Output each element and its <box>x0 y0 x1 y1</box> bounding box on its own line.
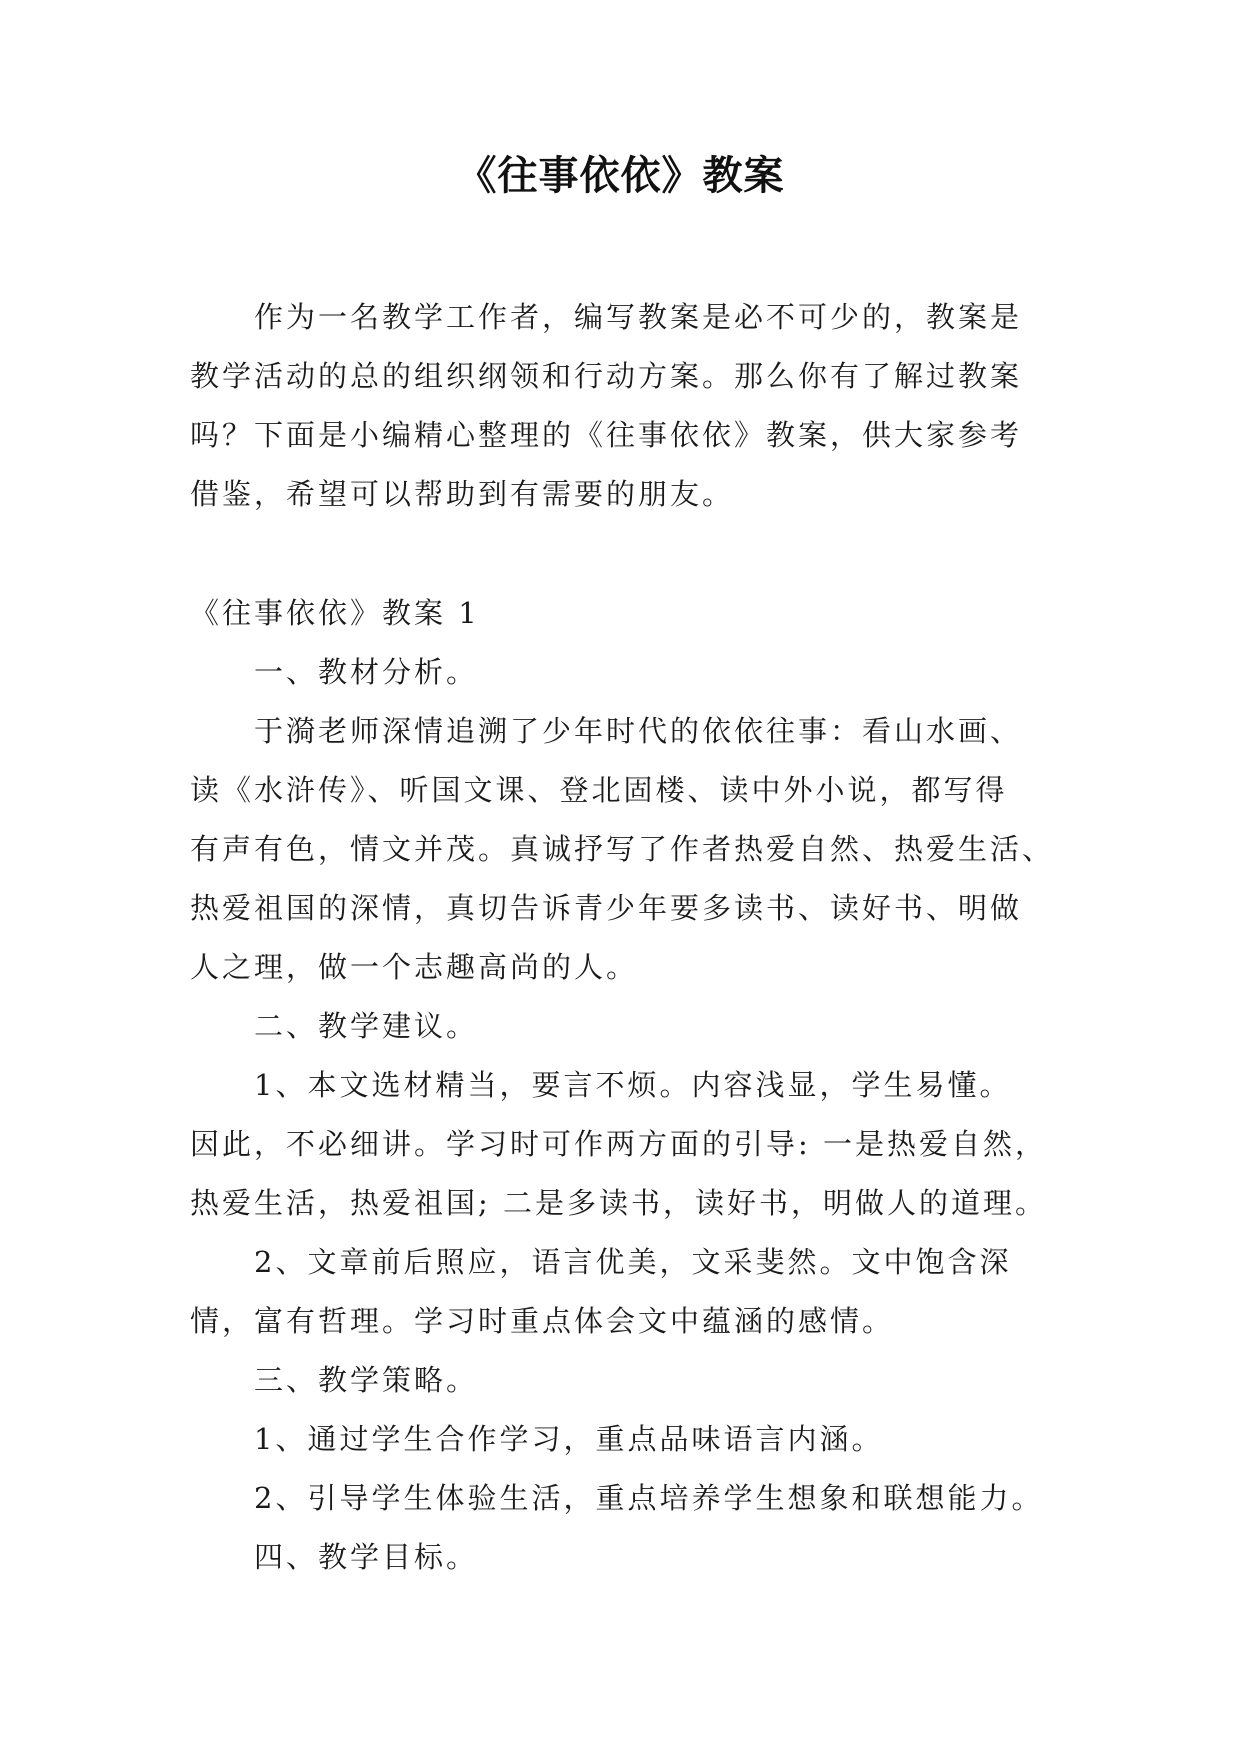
paragraph-line: 于漪老师深情追溯了少年时代的依依往事：看山水画、 <box>254 714 1023 748</box>
heading-teaching-goals: 四、教学目标。 <box>254 1540 479 1574</box>
intro-line: 借鉴，希望可以帮助到有需要的朋友。 <box>190 477 735 511</box>
heading-materials-analysis: 一、教材分析。 <box>254 655 479 689</box>
document-body <box>190 288 1070 1587</box>
strategy-item-2: 2、引导学生体验生活，重点培养学生想象和联想能力。 <box>254 1481 1044 1515</box>
strategy-item-1: 1、通过学生合作学习，重点品味语言内涵。 <box>254 1422 884 1456</box>
intro-line: 作为一名教学工作者，编写教案是必不可少的，教案是 <box>254 300 1023 334</box>
paragraph-line: 2、文章前后照应，语言优美，文采斐然。文中饱含深 <box>254 1245 1012 1279</box>
section-heading: 《往事依依》教案 1 <box>190 596 480 630</box>
paragraph-line: 热爱祖国的深情，真切告诉青少年要多读书、读好书、明做 <box>190 891 1023 925</box>
paragraph-materials-analysis <box>190 702 1070 997</box>
paragraph-line: 读《水浒传》、听国文课、登北固楼、读中外小说，都写得 <box>190 773 1008 807</box>
paragraph-line: 情，富有哲理。学习时重点体会文中蕴涵的感情。 <box>190 1304 895 1338</box>
intro-line: 吗？下面是小编精心整理的《往事依依》教案，供大家参考 <box>190 418 1023 452</box>
intro-paragraph <box>190 288 1070 524</box>
heading-teaching-strategy: 三、教学策略。 <box>254 1363 479 1397</box>
paragraph-line: 人之理，做一个志趣高尚的人。 <box>190 950 639 984</box>
paragraph-suggestion-1 <box>190 1056 1070 1233</box>
paragraph-line: 1、本文选材精当，要言不烦。内容浅显，学生易懂。 <box>254 1068 1012 1102</box>
intro-line: 教学活动的总的组织纲领和行动方案。那么你有了解过教案 <box>190 359 1023 393</box>
heading-teaching-suggestions: 二、教学建议。 <box>254 1009 479 1043</box>
paragraph-line: 因此，不必细讲。学习时可作两方面的引导: 一是热爱自然， <box>190 1127 1047 1161</box>
document-title: 《往事依依》教案 <box>456 153 785 199</box>
paragraph-line: 有声有色，情文并茂。真诚抒写了作者热爱自然、热爱生活、 <box>190 832 1055 866</box>
paragraph-line: 热爱生活，热爱祖国; 二是多读书，读好书，明做人的道理。 <box>190 1186 1047 1220</box>
paragraph-suggestion-2 <box>190 1233 1070 1351</box>
